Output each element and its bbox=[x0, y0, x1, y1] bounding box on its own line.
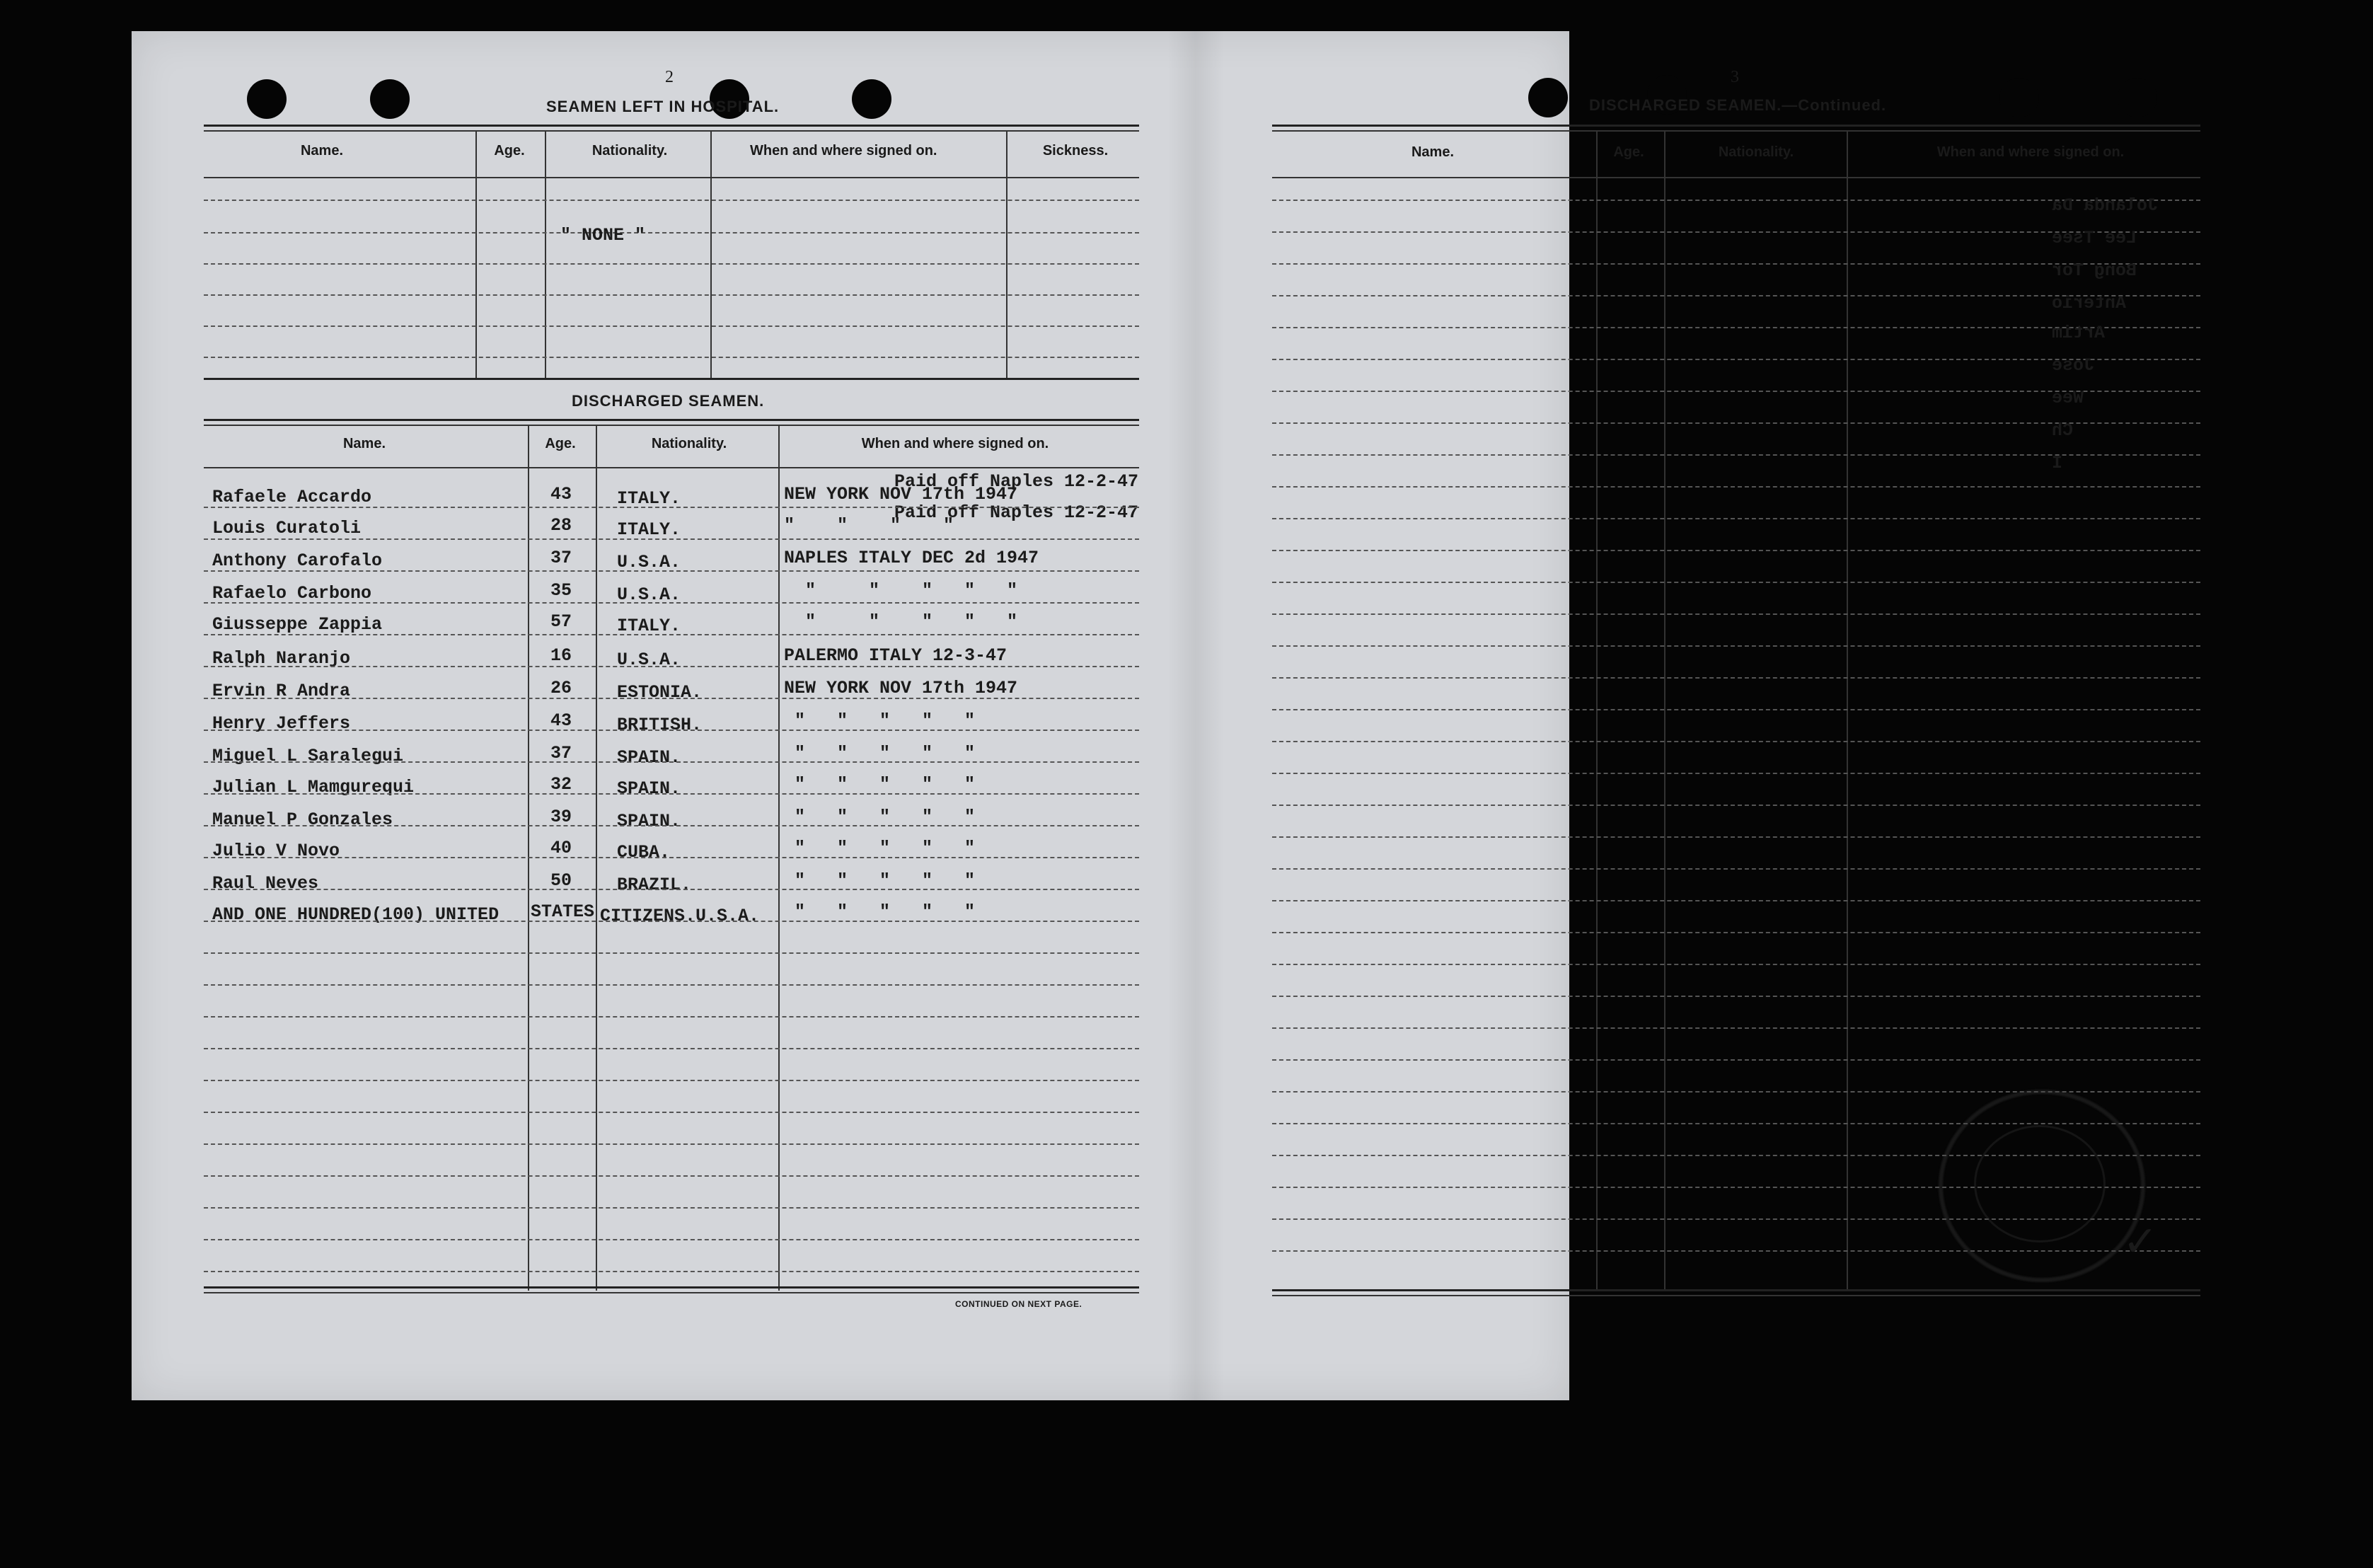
hospital-header-sickness: Sickness. bbox=[1042, 143, 1109, 158]
continued-section-title: DISCHARGED SEAMEN.—Continued. bbox=[1589, 96, 1887, 114]
hospital-header-rule bbox=[204, 177, 1139, 178]
discharged-row-line bbox=[204, 1112, 1139, 1113]
right-header-signed-on: When and where signed on. bbox=[1936, 144, 2125, 160]
discharged-row-line bbox=[204, 698, 1139, 699]
seaman-signed-on: " " " " bbox=[784, 515, 954, 536]
discharged-row-line bbox=[204, 1143, 1139, 1145]
discharged-header-signed-on: When and where signed on. bbox=[861, 436, 1049, 451]
hospital-col-divider bbox=[710, 132, 712, 379]
right-row-line bbox=[1272, 836, 2200, 838]
seaman-name: Rafaelo Carbono bbox=[212, 583, 372, 604]
right-row-line bbox=[1272, 677, 2200, 679]
seaman-nationality: CUBA. bbox=[617, 842, 671, 863]
discharged-row-line bbox=[204, 570, 1139, 572]
right-row-line bbox=[1272, 645, 2200, 647]
right-col-divider bbox=[1596, 132, 1598, 1289]
continued-footnote: CONTINUED ON NEXT PAGE. bbox=[955, 1299, 1082, 1309]
right-row-line bbox=[1272, 932, 2200, 933]
right-row-line bbox=[1272, 1059, 2200, 1061]
discharged-row-line bbox=[204, 1048, 1139, 1049]
bleed-through-name: Lee Tsee bbox=[2052, 228, 2137, 248]
bleed-through-name: Jolanda Da bbox=[2052, 195, 2159, 216]
seaman-nationality: ESTONIA. bbox=[617, 682, 703, 703]
seaman-signed-on: " " " " " bbox=[784, 710, 976, 731]
bleed-through-name: Ch bbox=[2052, 420, 2074, 441]
seaman-nationality: SPAIN. bbox=[617, 811, 681, 831]
bleed-through-name: Anterio bbox=[2052, 293, 2127, 313]
discharged-col-divider bbox=[528, 426, 529, 1291]
bleed-through-name: Jose bbox=[2052, 355, 2095, 376]
seaman-nationality: U.S.A. bbox=[617, 650, 681, 670]
seaman-age: 50 bbox=[550, 870, 572, 891]
seaman-nationality: ITALY. bbox=[617, 616, 681, 636]
discharged-row-line bbox=[204, 793, 1139, 795]
seaman-age: 39 bbox=[550, 807, 572, 827]
hospital-row-line bbox=[204, 263, 1139, 265]
hospital-bottom-rule bbox=[204, 378, 1139, 380]
seaman-name: Ervin R Andra bbox=[212, 681, 351, 701]
discharged-row-line bbox=[204, 602, 1139, 604]
discharged-row-line bbox=[204, 889, 1139, 890]
seaman-age: 32 bbox=[550, 774, 572, 795]
seaman-name: Miguel L Saralegui bbox=[212, 746, 404, 766]
discharged-row-line bbox=[204, 538, 1139, 540]
hospital-row-line bbox=[204, 294, 1139, 296]
seaman-paid-off-note: Paid off Naples 12-2-47 bbox=[894, 502, 1139, 523]
right-row-line bbox=[1272, 868, 2200, 870]
right-row-line bbox=[1272, 582, 2200, 583]
right-row-line bbox=[1272, 486, 2200, 488]
seaman-name: Julian L Mamgurequi bbox=[212, 777, 415, 797]
seaman-signed-on: NAPLES ITALY DEC 2d 1947 bbox=[784, 548, 1039, 568]
seaman-name: Ralph Naranjo bbox=[212, 648, 351, 669]
discharged-row-line bbox=[204, 825, 1139, 826]
hospital-top-rule-2 bbox=[204, 130, 1139, 132]
seaman-name: Manuel P Gonzales bbox=[212, 809, 393, 830]
ink-stamp-inner bbox=[1974, 1125, 2106, 1243]
hospital-row-line bbox=[204, 325, 1139, 327]
seaman-signed-on: " " " " " bbox=[784, 838, 976, 858]
hospital-header-signed-on: When and where signed on. bbox=[750, 143, 937, 158]
right-col-divider bbox=[1847, 132, 1848, 1289]
page-gutter bbox=[1167, 31, 1224, 1400]
right-row-line bbox=[1272, 518, 2200, 519]
seaman-signed-on: " " " " " bbox=[784, 870, 976, 891]
seaman-paid-off-note: Paid off Naples 12-2-47 bbox=[894, 471, 1139, 492]
seaman-age: 16 bbox=[550, 645, 572, 666]
hospital-col-divider bbox=[475, 132, 477, 379]
seaman-signed-on: " " " " " bbox=[784, 901, 976, 922]
discharged-col-divider bbox=[778, 426, 780, 1291]
discharged-row-line bbox=[204, 1016, 1139, 1018]
seaman-signed-on: NEW YORK NOV 17th 1947 bbox=[784, 484, 1018, 505]
discharged-bottom-rule-2 bbox=[204, 1292, 1139, 1293]
right-top-rule bbox=[1272, 125, 2200, 127]
bleed-through-name: I bbox=[2052, 453, 2063, 473]
discharged-header-age: Age. bbox=[545, 436, 576, 451]
discharged-top-rule-2 bbox=[204, 425, 1139, 426]
punch-hole bbox=[370, 79, 410, 119]
right-row-line bbox=[1272, 964, 2200, 965]
seaman-signed-on: NEW YORK NOV 17th 1947 bbox=[784, 678, 1018, 698]
hospital-top-rule bbox=[204, 125, 1139, 127]
page-number-right: 3 bbox=[1731, 68, 1739, 86]
right-row-line bbox=[1272, 773, 2200, 774]
seaman-age: 37 bbox=[550, 548, 572, 568]
discharged-row-line bbox=[204, 1080, 1139, 1081]
right-bottom-rule-2 bbox=[1272, 1295, 2200, 1296]
right-row-line bbox=[1272, 709, 2200, 710]
hospital-row-line bbox=[204, 357, 1139, 358]
seaman-age: 37 bbox=[550, 743, 572, 763]
seaman-nationality: SPAIN. bbox=[617, 778, 681, 799]
seaman-name: Rafaele Accardo bbox=[212, 487, 372, 507]
seaman-name: Henry Jeffers bbox=[212, 713, 351, 734]
seaman-age: 28 bbox=[550, 515, 572, 536]
seaman-nationality: CITIZENS.U.S.A. bbox=[600, 906, 760, 926]
discharged-row-line bbox=[204, 761, 1139, 763]
right-header-name: Name. bbox=[1411, 144, 1455, 160]
hospital-row-line bbox=[204, 232, 1139, 234]
hospital-row-line bbox=[204, 200, 1139, 201]
seaman-nationality: ITALY. bbox=[617, 519, 681, 540]
seaman-age: 35 bbox=[550, 580, 572, 601]
right-row-line bbox=[1272, 613, 2200, 615]
discharged-row-line bbox=[204, 666, 1139, 667]
right-header-rule bbox=[1272, 177, 2200, 178]
hospital-col-divider bbox=[1006, 132, 1007, 379]
seaman-name: Giusseppe Zappia bbox=[212, 614, 383, 635]
right-header-age: Age. bbox=[1613, 144, 1644, 160]
discharged-row-line bbox=[204, 1207, 1139, 1209]
discharged-row-line bbox=[204, 952, 1139, 954]
discharged-bottom-rule bbox=[204, 1286, 1139, 1289]
seaman-nationality: SPAIN. bbox=[617, 747, 681, 768]
discharged-row-line bbox=[204, 634, 1139, 635]
discharged-row-line bbox=[204, 730, 1139, 731]
right-row-line bbox=[1272, 550, 2200, 551]
seaman-nationality: U.S.A. bbox=[617, 552, 681, 572]
seaman-signed-on: " " " " " bbox=[784, 807, 976, 827]
hospital-none-entry: " NONE " bbox=[560, 225, 646, 246]
discharged-row-line bbox=[204, 1175, 1139, 1177]
right-row-line bbox=[1272, 1027, 2200, 1029]
seaman-signed-on: " " " " " bbox=[784, 580, 1018, 601]
seaman-name: AND ONE HUNDRED(100) UNITED bbox=[212, 904, 500, 925]
discharged-col-divider bbox=[596, 426, 597, 1291]
right-row-line bbox=[1272, 805, 2200, 806]
discharged-row-line bbox=[204, 1239, 1139, 1240]
page-number-left: 2 bbox=[665, 68, 674, 86]
discharged-section-title: DISCHARGED SEAMEN. bbox=[572, 392, 765, 410]
seaman-age: 26 bbox=[550, 678, 572, 698]
right-bottom-rule bbox=[1272, 1289, 2200, 1291]
discharged-row-line bbox=[204, 857, 1139, 858]
hospital-header-nationality: Nationality. bbox=[591, 143, 668, 158]
punch-hole bbox=[2118, 78, 2157, 117]
punch-hole bbox=[1528, 78, 1568, 117]
discharged-row-line bbox=[204, 984, 1139, 986]
discharged-header-nationality: Nationality. bbox=[651, 436, 727, 451]
bleed-through-name: Bong Tor bbox=[2052, 260, 2137, 281]
punch-hole bbox=[852, 79, 891, 119]
right-row-line bbox=[1272, 900, 2200, 901]
hospital-col-divider bbox=[545, 132, 546, 379]
discharged-top-rule bbox=[204, 419, 1139, 421]
seaman-signed-on: " " " " " bbox=[784, 743, 976, 763]
right-header-nationality: Nationality. bbox=[1718, 144, 1794, 160]
seaman-nationality: BRITISH. bbox=[617, 715, 703, 735]
seaman-name: Anthony Carofalo bbox=[212, 550, 383, 571]
discharged-row-line bbox=[204, 1271, 1139, 1272]
discharged-header-rule bbox=[204, 467, 1139, 468]
hospital-section-title: SEAMEN LEFT IN HOSPITAL. bbox=[546, 98, 780, 115]
seaman-nationality: BRAZIL. bbox=[617, 875, 692, 895]
seaman-nationality: ITALY. bbox=[617, 488, 681, 509]
right-top-rule-2 bbox=[1272, 130, 2200, 132]
right-row-line bbox=[1272, 741, 2200, 742]
punch-hole bbox=[1999, 78, 2039, 117]
discharged-row-line bbox=[204, 921, 1139, 922]
check-mark-icon: ✓ bbox=[2123, 1217, 2159, 1267]
bleed-through-name: Artim bbox=[2052, 323, 2106, 343]
seaman-signed-on: PALERMO ITALY 12-3-47 bbox=[784, 645, 1007, 666]
bleed-through-name: Wee bbox=[2052, 388, 2084, 408]
discharged-row-line bbox=[204, 507, 1139, 508]
seaman-age: 40 bbox=[550, 838, 572, 858]
seaman-nationality: U.S.A. bbox=[617, 584, 681, 605]
hospital-header-age: Age. bbox=[494, 143, 525, 158]
right-col-divider bbox=[1664, 132, 1665, 1289]
discharged-header-name: Name. bbox=[342, 436, 386, 451]
seaman-age: STATES bbox=[531, 901, 595, 922]
seaman-age: 43 bbox=[550, 710, 572, 731]
seaman-signed-on: " " " " " bbox=[784, 774, 976, 795]
hospital-header-name: Name. bbox=[300, 143, 344, 158]
seaman-name: Raul Neves bbox=[212, 873, 319, 894]
seaman-name: Julio V Novo bbox=[212, 841, 340, 861]
seaman-name: Louis Curatoli bbox=[212, 518, 362, 538]
right-row-line bbox=[1272, 996, 2200, 997]
seaman-age: 57 bbox=[550, 611, 572, 632]
seaman-age: 43 bbox=[550, 484, 572, 505]
punch-hole bbox=[247, 79, 287, 119]
seaman-signed-on: " " " " " bbox=[784, 611, 1018, 632]
